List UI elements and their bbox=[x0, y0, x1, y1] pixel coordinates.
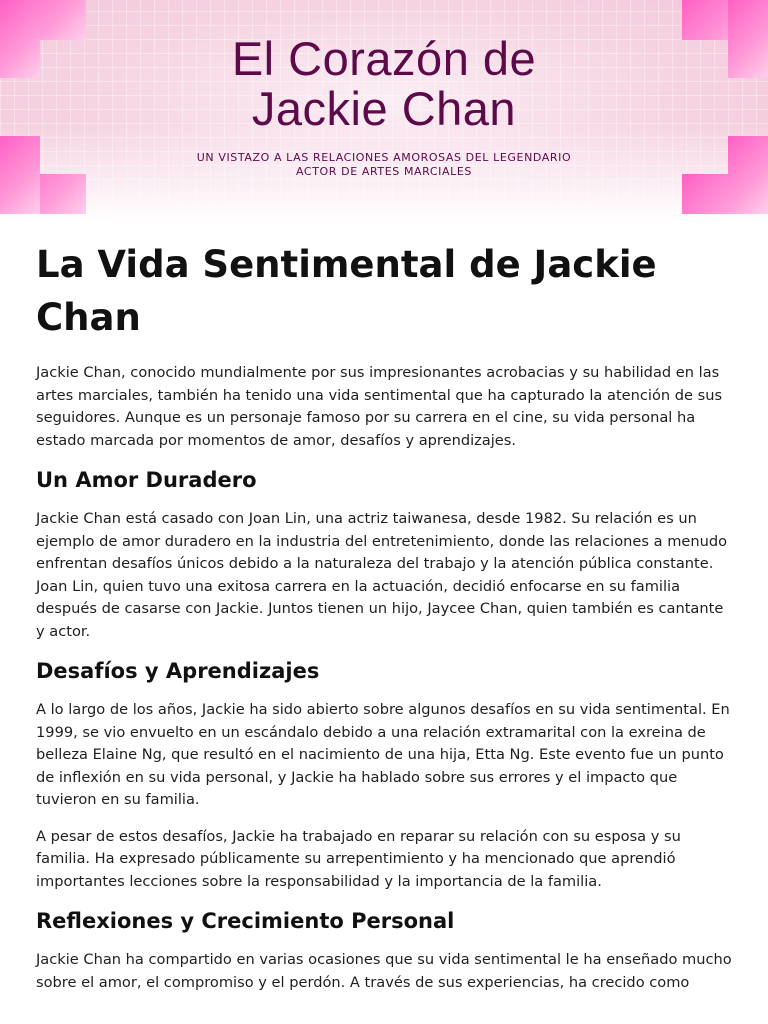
section-heading: Desafíos y Aprendizajes bbox=[36, 659, 320, 683]
section-desafios bbox=[36, 657, 736, 893]
section-heading: Un Amor Duradero bbox=[36, 468, 257, 492]
section-paragraph: A pesar de estos desafíos, Jackie ha trabajado en reparar su relación con su esposa y su familia. Ha expresado públicamente su arrepentimiento y ha mencionado que aprendió importantes lecciones sobre la responsabilidad y la importancia de la familia. bbox=[36, 827, 681, 890]
intro-paragraph: Jackie Chan, conocido mundialmente por sus impresionantes acrobacias y su habilidad en las artes marciales, también ha tenido una vida sentimental que ha capturado la atención de sus seguidores. Aunque es un personaje famoso por su carrera en el cine, su vida personal ha estado marcada por momentos de amor, desafíos y aprendizajes. bbox=[36, 364, 723, 449]
corner-decoration-bottom-right bbox=[682, 136, 768, 214]
hero-title-line-2: Jackie Chan bbox=[251, 82, 517, 135]
hero-title-line-1: El Corazón de bbox=[231, 32, 537, 85]
hero-title bbox=[0, 34, 768, 134]
section-paragraph: A lo largo de los años, Jackie ha sido abierto sobre algunos desafíos en su vida sentimental. En 1999, se vio envuelto en un escándalo debido a una relación extramarital con la exreina de belleza Elaine Ng, que resultó en el nacimiento de una hija, Etta Ng. Este evento fue un punto de inflexión en su vida personal, y Jackie ha hablado sobre sus errores y el impacto que tuvieron en su familia. bbox=[36, 701, 730, 808]
hero-subtitle-line-1: UN VISTAZO A LAS RELACIONES AMOROSAS DEL LEGENDARIO bbox=[196, 151, 572, 164]
section-paragraph: Jackie Chan ha compartido en varias ocasiones que su vida sentimental le ha enseñado mucho sobre el amor, el compromiso y el perdón. A través de sus experiencias, ha crecido como bbox=[36, 951, 732, 991]
hero-subtitle-line-2: ACTOR DE ARTES MARCIALES bbox=[296, 165, 472, 178]
section-heading: Reflexiones y Crecimiento Personal bbox=[36, 909, 455, 933]
corner-decoration-bottom-left bbox=[0, 136, 86, 214]
hero-banner bbox=[0, 0, 768, 222]
section-paragraph: Jackie Chan está casado con Joan Lin, una actriz taiwanesa, desde 1982. Su relación es un ejemplo de amor duradero en la industria del entretenimiento, donde las relaciones a menudo enfrentan desafíos únicos debido a la naturaleza del trabajo y la atención pública constante. Joan Lin, quien tuvo una exitosa carrera en la actuación, decidió enfocarse en su familia después de casarse con Jackie. Juntos tienen un hijo, Jaycee Chan, quien también es cantante y actor. bbox=[36, 510, 728, 640]
section-amor-duradero bbox=[36, 466, 736, 643]
section-reflexiones bbox=[36, 907, 736, 994]
article-content bbox=[36, 238, 736, 1008]
article-heading: La Vida Sentimental de Jackie Chan bbox=[36, 243, 657, 339]
hero-subtitle bbox=[170, 151, 598, 179]
